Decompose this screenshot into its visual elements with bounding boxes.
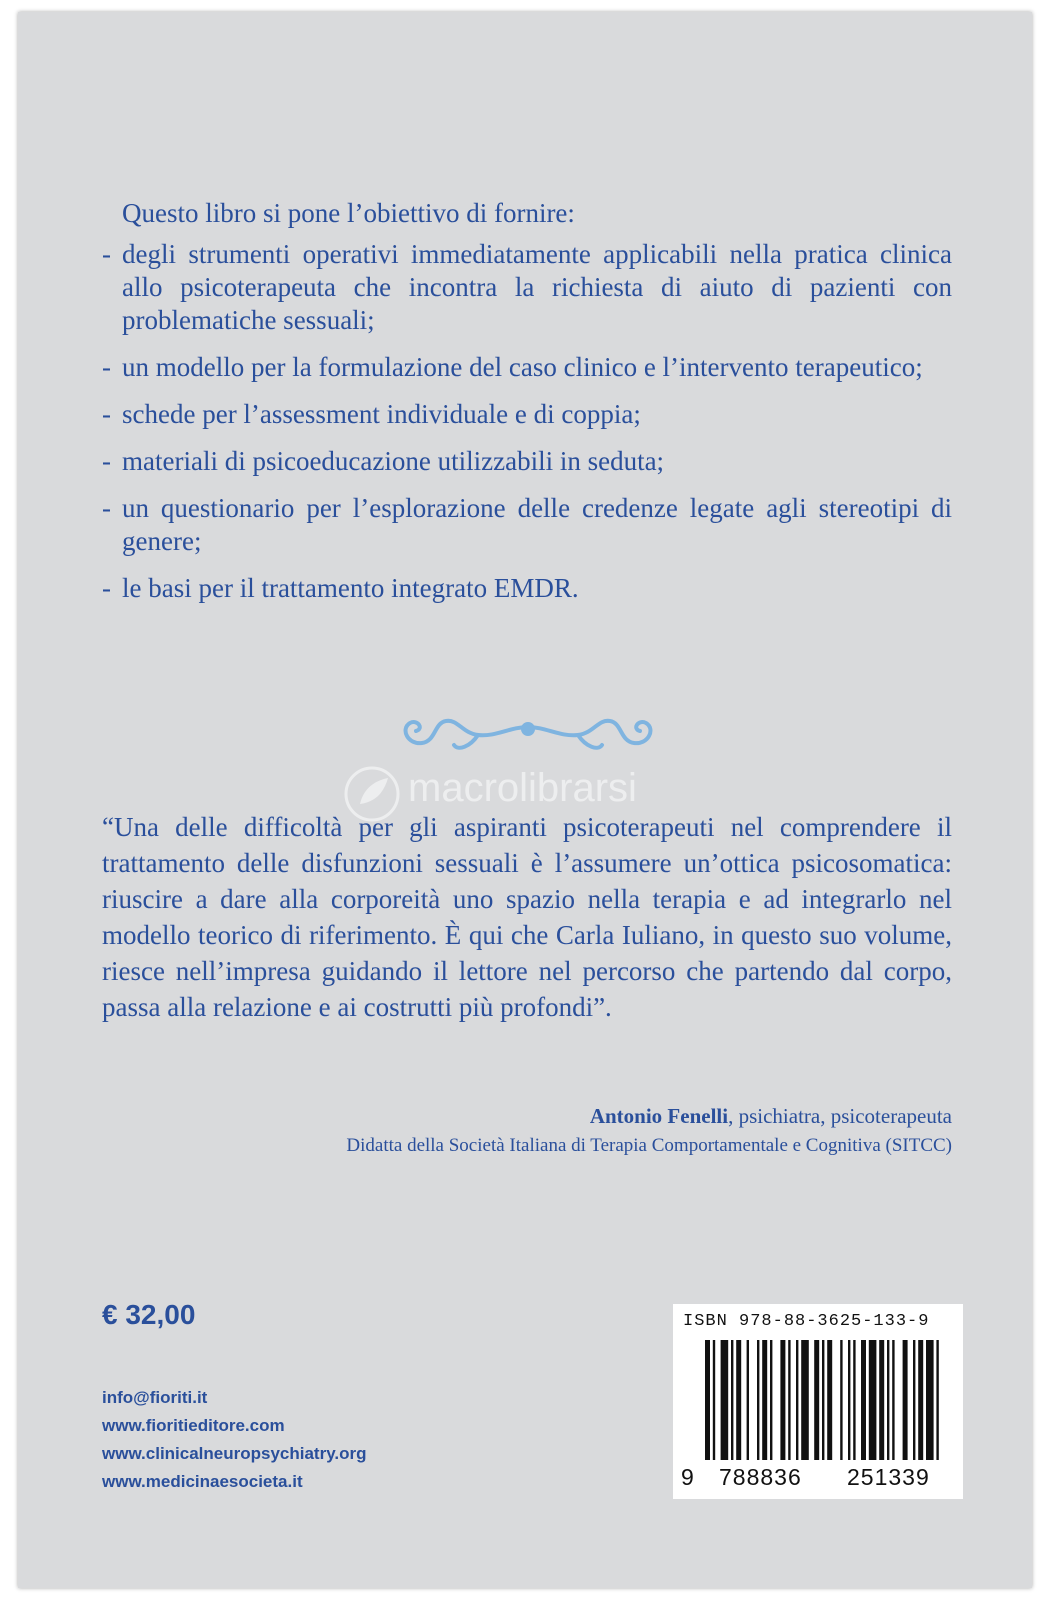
barcode-bar bbox=[848, 1340, 850, 1460]
barcode-bar bbox=[747, 1340, 749, 1460]
list-item: - un questionario per l’esplorazione delle credenze legate agli stereotipi di genere; bbox=[102, 493, 952, 556]
ean-right-group: 251339 bbox=[847, 1464, 930, 1490]
barcode-bar bbox=[788, 1340, 790, 1460]
website-link[interactable]: www.medicinaesocieta.it bbox=[102, 1472, 303, 1491]
barcode-bar bbox=[796, 1340, 798, 1460]
intro-lead: Questo libro si pone l’obiettivo di fornire: bbox=[122, 198, 575, 228]
ean-left-group: 788836 bbox=[719, 1464, 802, 1490]
quote-section bbox=[102, 809, 952, 1025]
back-cover bbox=[18, 12, 1032, 1588]
barcode-bar bbox=[918, 1340, 923, 1460]
barcode-bar bbox=[705, 1340, 710, 1460]
author-profession: , psichiatra, psicoterapeuta bbox=[728, 1104, 952, 1128]
barcode bbox=[673, 1304, 963, 1499]
barcode-bar bbox=[892, 1340, 894, 1460]
barcode-bar bbox=[731, 1340, 733, 1460]
barcode-bar bbox=[869, 1340, 877, 1460]
barcode-bar bbox=[936, 1340, 938, 1460]
price: € 32,00 bbox=[102, 1299, 196, 1330]
website-link[interactable]: www.clinicalneuropsychiatry.org bbox=[102, 1444, 367, 1463]
barcode-bar bbox=[822, 1340, 824, 1460]
barcode-bar bbox=[780, 1340, 785, 1460]
barcode-bar bbox=[814, 1340, 819, 1460]
barcode-bar bbox=[861, 1340, 866, 1460]
list-item: - degli strumenti operativi immediatamente applicabili nella pratica clinica allo psicoterapeuta che incontra la richiesta di aiuto di pazienti con problematiche sessuali; bbox=[102, 239, 952, 335]
barcode-bar bbox=[762, 1340, 767, 1460]
barcode-bar bbox=[736, 1340, 741, 1460]
list-item: - le basi per il trattamento integrato EMDR. bbox=[102, 573, 579, 603]
barcode-bar bbox=[770, 1340, 772, 1460]
quote-text: “Una delle difficoltà per gli aspiranti psicoterapeuti nel comprendere il trattamento delle disfunzioni sessuali è l’assumere un’ottica psicosomatica: riuscire a dare alla corporeità uno spazio nella terapia e ad integrarlo nel modello teorico di riferimento. È qui che Carla Iuliano, in questo suo volume, riesce nell’impresa guidando il lettore nel percorso che partendo dal corpo, passa alla relazione e ai costrutti più profondi”. bbox=[102, 812, 952, 1022]
intro-section bbox=[102, 197, 952, 619]
barcode-bar bbox=[903, 1340, 908, 1460]
barcode-bar bbox=[887, 1340, 889, 1460]
publisher-links bbox=[102, 1384, 367, 1496]
barcode-bar bbox=[840, 1340, 842, 1460]
intro-list bbox=[102, 238, 952, 605]
email-link[interactable]: info@fioriti.it bbox=[102, 1388, 208, 1407]
barcode-bar bbox=[827, 1340, 832, 1460]
barcode-bars-icon bbox=[681, 1340, 955, 1468]
ean-first-digit: 9 bbox=[681, 1464, 695, 1490]
barcode-bar bbox=[879, 1340, 884, 1460]
barcode-bar bbox=[713, 1340, 715, 1460]
list-item: - un modello per la formulazione del caso clinico e l’intervento terapeutico; bbox=[102, 352, 923, 382]
author-name: Antonio Fenelli bbox=[589, 1104, 729, 1128]
barcode-bar bbox=[853, 1340, 855, 1460]
website-link[interactable]: www.fioritieditore.com bbox=[102, 1416, 285, 1435]
barcode-bar bbox=[757, 1340, 759, 1460]
list-item: - schede per l’assessment individuale e di coppia; bbox=[102, 399, 641, 429]
barcode-bar bbox=[721, 1340, 729, 1460]
barcode-bar bbox=[913, 1340, 915, 1460]
barcode-bar bbox=[926, 1340, 934, 1460]
flourish-ornament-icon bbox=[378, 707, 678, 757]
list-item: - materiali di psicoeducazione utilizzabili in seduta; bbox=[102, 446, 665, 476]
watermark-text: macrolibrarsi bbox=[408, 766, 637, 810]
quote-author bbox=[346, 1102, 952, 1160]
barcode-bar bbox=[801, 1340, 809, 1460]
isbn-label: ISBN 978-88-3625-133-9 bbox=[683, 1312, 930, 1331]
author-role: Didatta della Società Italiana di Terapia Comportamentale e Cognitiva (SITCC) bbox=[346, 1135, 952, 1156]
